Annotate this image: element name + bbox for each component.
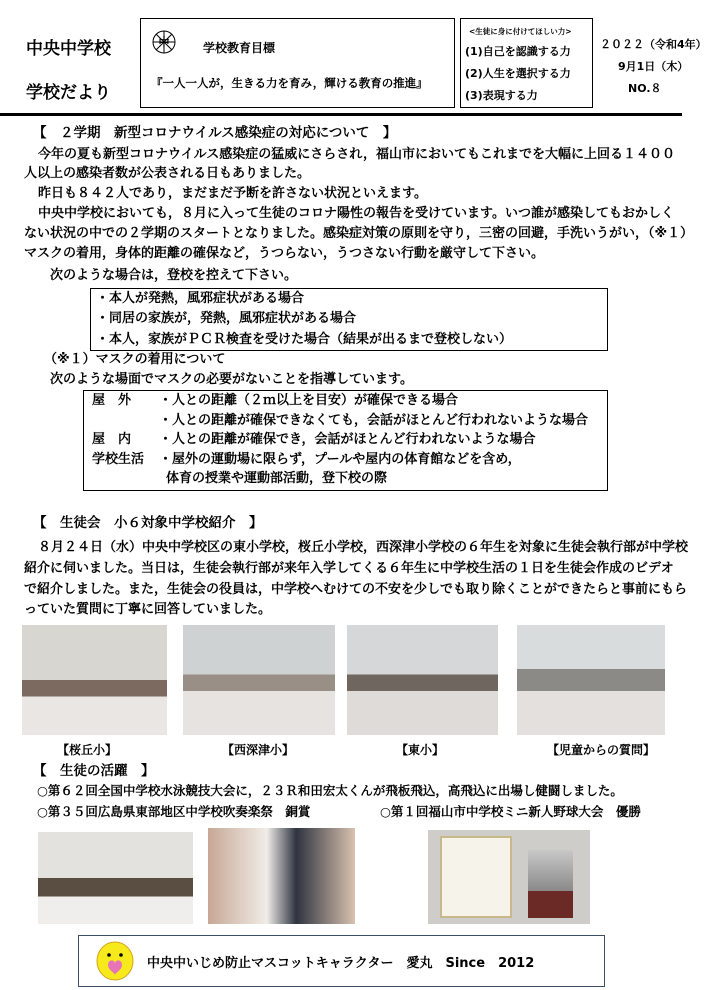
photo-questions [517,625,665,735]
mascot-box [78,935,605,987]
mascot-icon [95,941,135,981]
mask-text: ・人との距離が確保でき，会話がほとんど行われないような場合 [159,432,536,447]
section-heading: 【 ２学期 新型コロナウイルス感染症の対応について 】 [33,125,397,141]
skills-title: <生徒に身に付けてほしい力> [469,27,572,36]
skills-box [460,18,593,108]
body-line: 中央中学校においても，８月に入って生徒のコロナ陽性の報告を受けています。いつ誰が感染してもおかしく [38,206,674,221]
mask-text: ・人との距離（２ｍ以上を目安）が確保できる場合 [159,393,459,408]
body-line: ない状況の中での２学期のスタートとなりました。感染症対策の原則を守り，三密の回避，手洗いうがい，（※１） [24,226,694,241]
photo-nishifukatsu [183,625,335,735]
body-line: 次のような場合は，登校を控えて下さい。 [50,268,298,283]
issue-number: NO.８ [628,82,662,95]
mascot-text: 中央中いじめ防止マスコットキャラクター 愛丸 Since 2012 [147,956,535,971]
goal-box [140,18,455,108]
photo-award [428,830,590,924]
skill-item: (1)自己を認識する力 [465,45,571,58]
list-item: ・本人，家族がＰＣＲ検査を受けた場合（結果が出るまで登校しない） [96,332,513,347]
mask-label: 屋 内 [92,432,132,447]
photo-higashi [347,625,498,735]
skill-item: (2)人生を選択する力 [465,67,571,80]
body-line: 昨日も８４２人であり，まだまだ予断を許さない状況といえます。 [38,186,427,201]
body-line: っていた質問に丁寧に回答していました。 [24,602,272,617]
school-name: 中央中学校 [26,39,111,59]
stay-home-box [90,288,608,351]
body-line: ○第６２回全国中学校水泳競技大会に，２３Ｒ和田宏太くんが飛板飛込，高飛込に出場し健闘しました。 [37,783,623,798]
body-line: マスクの着用，身体的距離の確保など，うつらない，うつさない行動を厳守して下さい。 [24,246,545,261]
body-line: ○第３５回広島県東部地区中学校吹奏楽祭 銅賞 [37,804,311,819]
body-line: 紹介に伺いました。当日は，生徒会執行部が来年入学してくる６年生に中学校生活の１日を生徒会作成のビデオ [24,561,674,576]
photo-sakuragaoka [22,625,167,735]
photo-band-members [208,828,355,924]
photo-band [38,832,193,924]
section-heading: 【 生徒の活躍 】 [33,763,155,779]
mask-box [83,390,608,491]
photo-caption: 【西深津小】 [222,743,295,757]
photo-caption: 【桜丘小】 [57,743,118,757]
svg-text:中: 中 [158,36,170,49]
mask-text: ・人との距離が確保できなくても，会話がほとんど行われないような場合 [159,413,589,428]
goal-title: 学校教育目標 [203,41,276,55]
goal-text: 『一人一人が，生きる力を育み，輝ける教育の推進』 [151,76,428,90]
certificate [440,836,512,918]
body-line: 人以上の感染者数が公表される日もありました。 [24,166,311,181]
trophy [528,850,573,918]
photo-caption: 【児童からの質問】 [547,743,656,757]
list-item: ・同居の家族が，発熱，風邪症状がある場合 [96,311,357,326]
body-line: ○第１回福山市中学校ミニ新人野球大会 優勝 [380,804,641,819]
header-rule [0,113,682,116]
mask-title: （※１）マスクの着用について [44,352,226,367]
photo-caption: 【東小】 [396,743,445,757]
newsletter-title: 学校だより [26,83,111,103]
body-line: 今年の夏も新型コロナウイルス感染症の猛威にさらされ，福山市においてもこれまでを大幅に上回る１４００ [38,147,676,162]
date: 9月1日（木） [618,60,689,73]
section-heading: 【 生徒会 小６対象中学校紹介 】 [33,515,263,531]
list-item: ・本人が発熱，風邪症状がある場合 [96,291,305,306]
mask-text: 体育の授業や運動部活動，登下校の際 [166,471,388,486]
skill-item: (3)表現する力 [465,89,538,102]
mask-label: 学校生活 [92,452,145,467]
mask-text: ・屋外の運動場に限らず，プールや屋内の体育館などを含め， [159,452,521,467]
year: ２０２２（令和4年） [600,38,707,51]
mask-intro: 次のような場面でマスクの必要がないことを指導しています。 [50,372,413,387]
body-line: ８月２４日（水）中央中学校区の東小学校，桜丘小学校，西深津小学校の６年生を対象に生徒会執行部が中学校 [38,540,689,555]
body-line: で紹介しました。また，生徒会の役員は，中学校へむけての不安を少しでも取り除くことができたらと事前にもら [24,582,688,597]
school-emblem-icon [151,29,177,55]
mask-label: 屋 外 [92,393,132,408]
